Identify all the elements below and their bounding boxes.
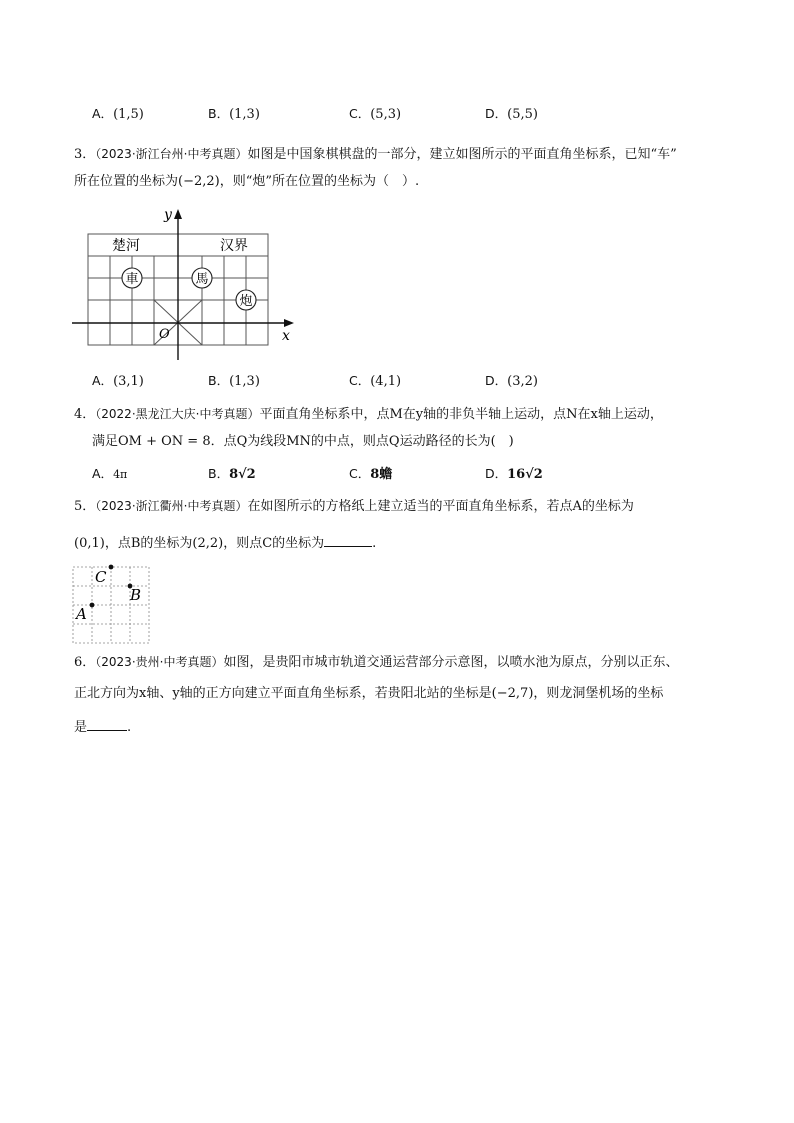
q5-stem-line2: (0,1)，点B的坐标为(2,2)，则点C的坐标为 . [74,536,377,551]
q6-stem-line3: 是 . [74,720,132,735]
q5-source: （2023·浙江衢州·中考真题） [95,499,248,513]
q6-stem-line2 [74,686,663,702]
q4-source: （2022·黑龙江大庆·中考真题） [95,407,260,421]
q3-stem-line2 [74,174,419,190]
q3-option-a[interactable]: A．(3,1) [92,373,144,389]
piece-ma-label: 馬 [195,272,209,287]
q6-answer-blank[interactable] [87,718,127,731]
q4-stem-line1 [74,406,663,423]
point-a-label: A [76,605,87,623]
point-b-label: B [130,586,142,604]
chess-piece-pao [236,290,256,310]
q2-option-c[interactable]: C．(5,3) [349,106,402,122]
piece-pao-label: 炮 [239,294,253,309]
y-axis-arrow [174,209,182,219]
grid-paper-figure [68,562,158,646]
q6-source: （2023·贵州·中考真题） [95,655,224,669]
chess-piece-ma [192,268,212,288]
q5-text-2: (0,1)，点B的坐标为(2,2)，则点C的坐标为 [74,536,325,551]
point-a [90,603,95,608]
q4-number: 4． [74,407,96,422]
q4-options [92,466,712,484]
x-axis-label: x [282,328,290,344]
q6-text-3: 是 [74,720,88,735]
origin-label: O [159,327,170,342]
q3-source: （2023·浙江台州·中考真题） [95,147,248,161]
q3-stem-line1 [74,146,677,163]
q6-text-1: 如图，是贵阳市城市轨道交通运营部分示意图，以喷水池为原点，分别以正东、 [223,655,679,670]
q2-option-b[interactable]: B．(1,3) [208,106,260,122]
q5-text-1: 在如图所示的方格纸上建立适当的平面直角坐标系，若点A的坐标为 [247,499,634,514]
q3-number: 3． [74,147,96,162]
x-axis-arrow [284,319,294,327]
chess-piece-che [122,268,142,288]
q3-options [92,373,712,391]
q5-stem-line1 [74,498,634,515]
q3-option-c[interactable]: C．(4,1) [349,373,402,389]
point-c [109,565,114,570]
river-label-left: 楚河 [112,238,140,254]
q2-option-d[interactable]: D．(5,5) [485,106,538,122]
q6-number: 6． [74,655,96,670]
chess-board-figure [70,202,300,362]
point-c-label: C [95,568,107,586]
q4-text-2: 满足OM + ON = 8．点Q为线段MN的中点，则点Q运动路径的长为( ) [92,434,514,449]
q6-text-2: 正北方向为x轴、y轴的正方向建立平面直角坐标系，若贵阳北站的坐标是(−2,7)，则龙洞堡机场的坐标 [74,686,664,701]
river-label-right: 汉界 [220,238,248,254]
q5-number: 5． [74,499,96,514]
q3-text-2: 所在位置的坐标为(−2,2)，则“炮”所在位置的坐标为（ ）. [74,174,420,189]
q4-text-1: 平面直角坐标系中，点M在y轴的非负半轴上运动，点N在x轴上运动， [259,407,663,422]
q4-stem-line2 [92,434,514,450]
q3-option-d[interactable]: D．(3,2) [485,373,538,389]
piece-che-label: 車 [125,272,139,287]
q4-option-b[interactable]: B．8√2 [208,466,256,482]
q3-text-1: 如图是中国象棋棋盘的一部分，建立如图所示的平面直角坐标系，已知“车” [247,147,677,162]
q2-options [92,106,712,124]
q5-answer-blank[interactable] [324,534,372,547]
q4-option-d[interactable]: D．16√2 [485,466,543,482]
q4-option-a[interactable]: A．4π [92,466,128,481]
q4-option-c[interactable]: C．8蟾 [349,466,393,482]
y-axis-label: y [164,207,172,223]
q6-stem-line1 [74,654,678,671]
q3-option-b[interactable]: B．(1,3) [208,373,260,389]
q2-option-a[interactable]: A．(1,5) [92,106,144,122]
